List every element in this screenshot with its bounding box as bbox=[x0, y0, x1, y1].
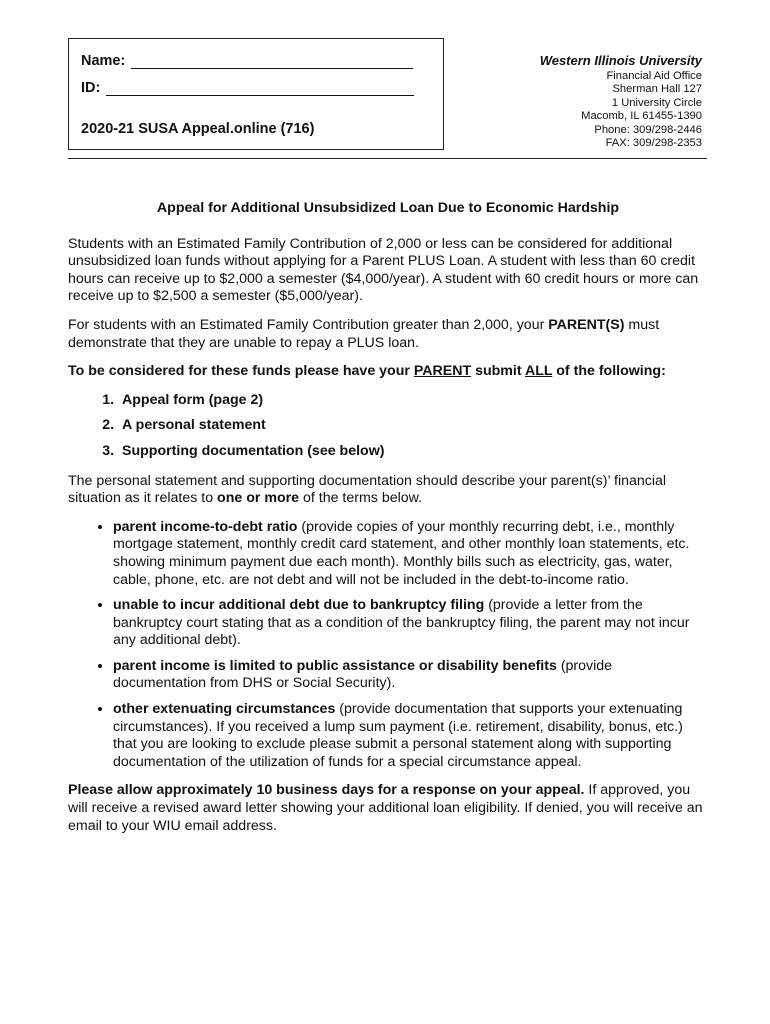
term-item: • other extenuating circumstances (provide documentation that supports your extenuating circumstances). If you received a lump sum payment (i.e. retirement, disability, bonus, etc.) that you are looking to exclude please submit a personal statement along with supporting documentation of the utilization of funds for a special circumstance appeal. bbox=[113, 701, 708, 771]
office-phone: Phone: 309/298-2446 bbox=[594, 123, 702, 136]
form-code: 2020-21 SUSA Appeal.online (716) bbox=[81, 121, 315, 137]
document-body bbox=[68, 200, 708, 846]
office-line: Macomb, IL 61455-1390 bbox=[581, 110, 702, 122]
parent-paragraph: For students with an Estimated Family Contribution greater than 2,000, your PARENT(S) must demonstrate that they are unable to repay a PLUS loan. bbox=[68, 316, 660, 351]
consider-paragraph: To be considered for these funds please have your PARENT submit ALL of the following: bbox=[68, 363, 666, 380]
intro-paragraph: Students with an Estimated Family Contribution of 2,000 or less can be considered for additional unsubsidized loan funds without applying for a Parent PLUS Loan. A student with less than 60 credit hours can receive up to $2,000 a semester ($4,000/year). A student with 60 credit hours or more can receive up to $2,500 a semester ($5,000/year). bbox=[68, 235, 699, 305]
office-line: Sherman Hall 127 bbox=[612, 83, 702, 95]
header-divider bbox=[68, 158, 707, 159]
name-field[interactable] bbox=[81, 53, 413, 69]
term-item: • parent income-to-debt ratio (provide copies of your monthly recurring debt, i.e., monthly mortgage statement, monthly credit card statement, and other monthly loan statements, etc. showing minimum payment due each month). Monthly bills such as electricity, gas, water, cable, phone, etc. are not debt and will not be included in the debt-to-income ratio. bbox=[113, 519, 708, 589]
requirement-item: 1. Appeal form (page 2) bbox=[118, 392, 708, 410]
id-label: ID: bbox=[81, 80, 101, 96]
name-label: Name: bbox=[81, 53, 126, 69]
name-line[interactable] bbox=[131, 54, 413, 69]
university-name: Western Illinois University bbox=[539, 53, 702, 68]
office-address bbox=[540, 54, 702, 151]
statement-paragraph: The personal statement and supporting documentation should describe your parent(s)’ financial situation as it relates to one or more of the terms below. bbox=[68, 472, 667, 507]
requirement-item: 3. Supporting documentation (see below) bbox=[118, 443, 708, 461]
id-field[interactable] bbox=[81, 80, 414, 96]
closing-paragraph: Please allow approximately 10 business days for a response on your appeal. If approved, you will receive a revised award letter showing your additional loan eligibility. If denied, you will receive an email to your WIU email address. bbox=[68, 782, 703, 834]
office-line: Financial Aid Office bbox=[606, 69, 702, 82]
requirement-item: 2. A personal statement bbox=[118, 417, 708, 435]
terms-list bbox=[68, 519, 708, 772]
requirements-list bbox=[68, 392, 708, 461]
student-info-box bbox=[68, 38, 444, 150]
office-line: 1 University Circle bbox=[611, 96, 702, 109]
document-title: Appeal for Additional Unsubsidized Loan Due to Economic Hardship bbox=[156, 200, 620, 216]
office-fax: FAX: 309/298-2353 bbox=[605, 137, 702, 149]
term-item: • parent income is limited to public assistance or disability benefits (provide documentation from DHS or Social Security). bbox=[113, 658, 708, 693]
term-item: • unable to incur additional debt due to bankruptcy filing (provide a letter from the bankruptcy court stating that as a condition of the bankruptcy filing, the parent may not incur any additional debt). bbox=[113, 597, 708, 650]
id-line[interactable] bbox=[106, 81, 414, 96]
